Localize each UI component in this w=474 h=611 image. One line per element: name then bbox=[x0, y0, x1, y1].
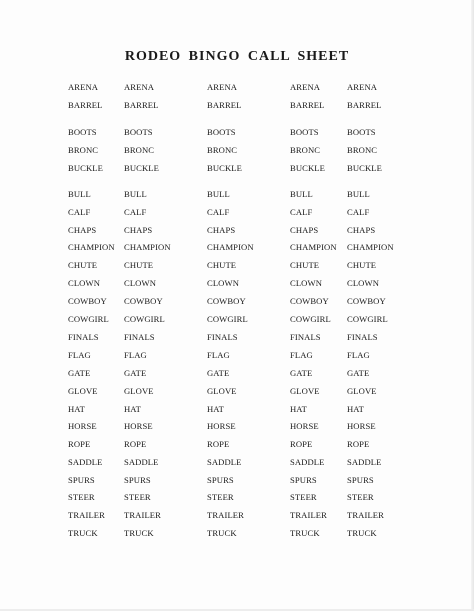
call-word: TRUCK bbox=[124, 528, 154, 538]
call-word: BARREL bbox=[347, 100, 382, 110]
call-word: CHUTE bbox=[207, 260, 237, 270]
call-word: ROPE bbox=[68, 439, 91, 449]
call-word: STEER bbox=[68, 492, 95, 502]
call-word: BARREL bbox=[207, 100, 242, 110]
call-word: STEER bbox=[207, 492, 234, 502]
call-word: FLAG bbox=[347, 350, 370, 360]
call-word: HORSE bbox=[290, 421, 319, 431]
call-word: BOOTS bbox=[290, 127, 319, 137]
call-word: TRAILER bbox=[124, 510, 161, 520]
call-word: STEER bbox=[124, 492, 151, 502]
call-word: BULL bbox=[347, 189, 370, 199]
call-word: SPURS bbox=[68, 475, 95, 485]
call-word: FINALS bbox=[290, 332, 321, 342]
call-word: BOOTS bbox=[124, 127, 153, 137]
call-word: HAT bbox=[124, 404, 142, 414]
call-word: GATE bbox=[124, 368, 147, 378]
call-word: BUCKLE bbox=[207, 163, 242, 173]
call-word: CHAPS bbox=[290, 225, 319, 235]
call-word: FINALS bbox=[124, 332, 155, 342]
call-word: GATE bbox=[207, 368, 230, 378]
call-word: CHAMPION bbox=[290, 242, 337, 252]
call-word: STEER bbox=[290, 492, 317, 502]
call-word: COWGIRL bbox=[207, 314, 248, 324]
call-word: BRONC bbox=[290, 145, 321, 155]
call-word: HORSE bbox=[347, 421, 376, 431]
call-word: HAT bbox=[207, 404, 225, 414]
call-word: CHUTE bbox=[290, 260, 320, 270]
call-word: CHAMPION bbox=[347, 242, 394, 252]
call-word: BULL bbox=[68, 189, 91, 199]
call-word: SADDLE bbox=[347, 457, 382, 467]
call-word: CLOWN bbox=[290, 278, 323, 288]
call-word: FINALS bbox=[207, 332, 238, 342]
call-word: GLOVE bbox=[207, 386, 237, 396]
call-word: CALF bbox=[347, 207, 370, 217]
call-word: GLOVE bbox=[290, 386, 320, 396]
call-word: CLOWN bbox=[68, 278, 101, 288]
call-word: BRONC bbox=[124, 145, 155, 155]
call-word: GATE bbox=[68, 368, 91, 378]
call-word: SADDLE bbox=[207, 457, 242, 467]
call-word: CALF bbox=[124, 207, 147, 217]
call-word: HAT bbox=[347, 404, 365, 414]
call-word: ROPE bbox=[347, 439, 370, 449]
call-word: HAT bbox=[290, 404, 308, 414]
call-word: BULL bbox=[290, 189, 313, 199]
call-word: CHAPS bbox=[347, 225, 376, 235]
call-word: BUCKLE bbox=[347, 163, 382, 173]
call-word: TRAILER bbox=[68, 510, 105, 520]
call-word: COWBOY bbox=[68, 296, 107, 306]
call-word: CHAPS bbox=[124, 225, 153, 235]
call-word: ROPE bbox=[290, 439, 313, 449]
call-word: CLOWN bbox=[207, 278, 240, 288]
call-word: STEER bbox=[347, 492, 374, 502]
call-word: FLAG bbox=[124, 350, 147, 360]
call-word: CHAMPION bbox=[207, 242, 254, 252]
call-word: GATE bbox=[347, 368, 370, 378]
call-word: HAT bbox=[68, 404, 86, 414]
call-word: COWGIRL bbox=[347, 314, 388, 324]
call-word: FINALS bbox=[347, 332, 378, 342]
call-word: BRONC bbox=[207, 145, 238, 155]
call-word: CHUTE bbox=[124, 260, 154, 270]
call-word: ROPE bbox=[207, 439, 230, 449]
call-word: COWGIRL bbox=[124, 314, 165, 324]
call-word: COWBOY bbox=[124, 296, 163, 306]
call-word: FINALS bbox=[68, 332, 99, 342]
call-word: TRAILER bbox=[207, 510, 244, 520]
call-word: ARENA bbox=[290, 82, 321, 92]
call-word: TRUCK bbox=[347, 528, 377, 538]
call-word: CHUTE bbox=[347, 260, 377, 270]
call-word: SPURS bbox=[207, 475, 234, 485]
call-word: COWGIRL bbox=[68, 314, 109, 324]
call-word: BUCKLE bbox=[290, 163, 325, 173]
call-word: COWGIRL bbox=[290, 314, 331, 324]
call-word: SADDLE bbox=[290, 457, 325, 467]
call-word: CALF bbox=[68, 207, 91, 217]
call-word: CLOWN bbox=[124, 278, 157, 288]
call-word: SPURS bbox=[290, 475, 317, 485]
call-word: TRUCK bbox=[207, 528, 237, 538]
call-word: BARREL bbox=[124, 100, 159, 110]
call-word: CHAPS bbox=[207, 225, 236, 235]
call-word: SADDLE bbox=[124, 457, 159, 467]
call-word: BOOTS bbox=[68, 127, 97, 137]
call-word: BARREL bbox=[68, 100, 103, 110]
page-title: RODEO BINGO CALL SHEET bbox=[124, 49, 350, 64]
call-word: CHAMPION bbox=[124, 242, 171, 252]
call-word: GLOVE bbox=[347, 386, 377, 396]
call-word: ARENA bbox=[68, 82, 99, 92]
call-word: BOOTS bbox=[207, 127, 236, 137]
call-word: HORSE bbox=[124, 421, 153, 431]
call-word: BULL bbox=[207, 189, 230, 199]
call-word: GATE bbox=[290, 368, 313, 378]
call-word: CLOWN bbox=[347, 278, 380, 288]
call-word: BRONC bbox=[68, 145, 99, 155]
call-word: CALF bbox=[290, 207, 313, 217]
call-word: ROPE bbox=[124, 439, 147, 449]
call-word: CHAMPION bbox=[68, 242, 115, 252]
call-word: BRONC bbox=[347, 145, 378, 155]
call-word: SPURS bbox=[124, 475, 151, 485]
call-word: COWBOY bbox=[207, 296, 246, 306]
call-word: BARREL bbox=[290, 100, 325, 110]
call-word: HORSE bbox=[68, 421, 97, 431]
call-word: CHAPS bbox=[68, 225, 97, 235]
call-word: ARENA bbox=[124, 82, 155, 92]
call-word: TRUCK bbox=[290, 528, 320, 538]
call-word: ARENA bbox=[347, 82, 378, 92]
call-word: CALF bbox=[207, 207, 230, 217]
call-word: TRUCK bbox=[68, 528, 98, 538]
call-word: FLAG bbox=[68, 350, 91, 360]
call-word: TRAILER bbox=[290, 510, 327, 520]
call-word: ARENA bbox=[207, 82, 238, 92]
call-word: SPURS bbox=[347, 475, 374, 485]
call-word: BUCKLE bbox=[124, 163, 159, 173]
call-word: BOOTS bbox=[347, 127, 376, 137]
call-word: CHUTE bbox=[68, 260, 98, 270]
call-word: HORSE bbox=[207, 421, 236, 431]
call-word: FLAG bbox=[290, 350, 313, 360]
call-word: COWBOY bbox=[290, 296, 329, 306]
call-word: GLOVE bbox=[68, 386, 98, 396]
call-word: TRAILER bbox=[347, 510, 384, 520]
call-word: FLAG bbox=[207, 350, 230, 360]
call-word: BULL bbox=[124, 189, 147, 199]
call-word: GLOVE bbox=[124, 386, 154, 396]
call-word: BUCKLE bbox=[68, 163, 103, 173]
call-word: COWBOY bbox=[347, 296, 386, 306]
call-word: SADDLE bbox=[68, 457, 103, 467]
